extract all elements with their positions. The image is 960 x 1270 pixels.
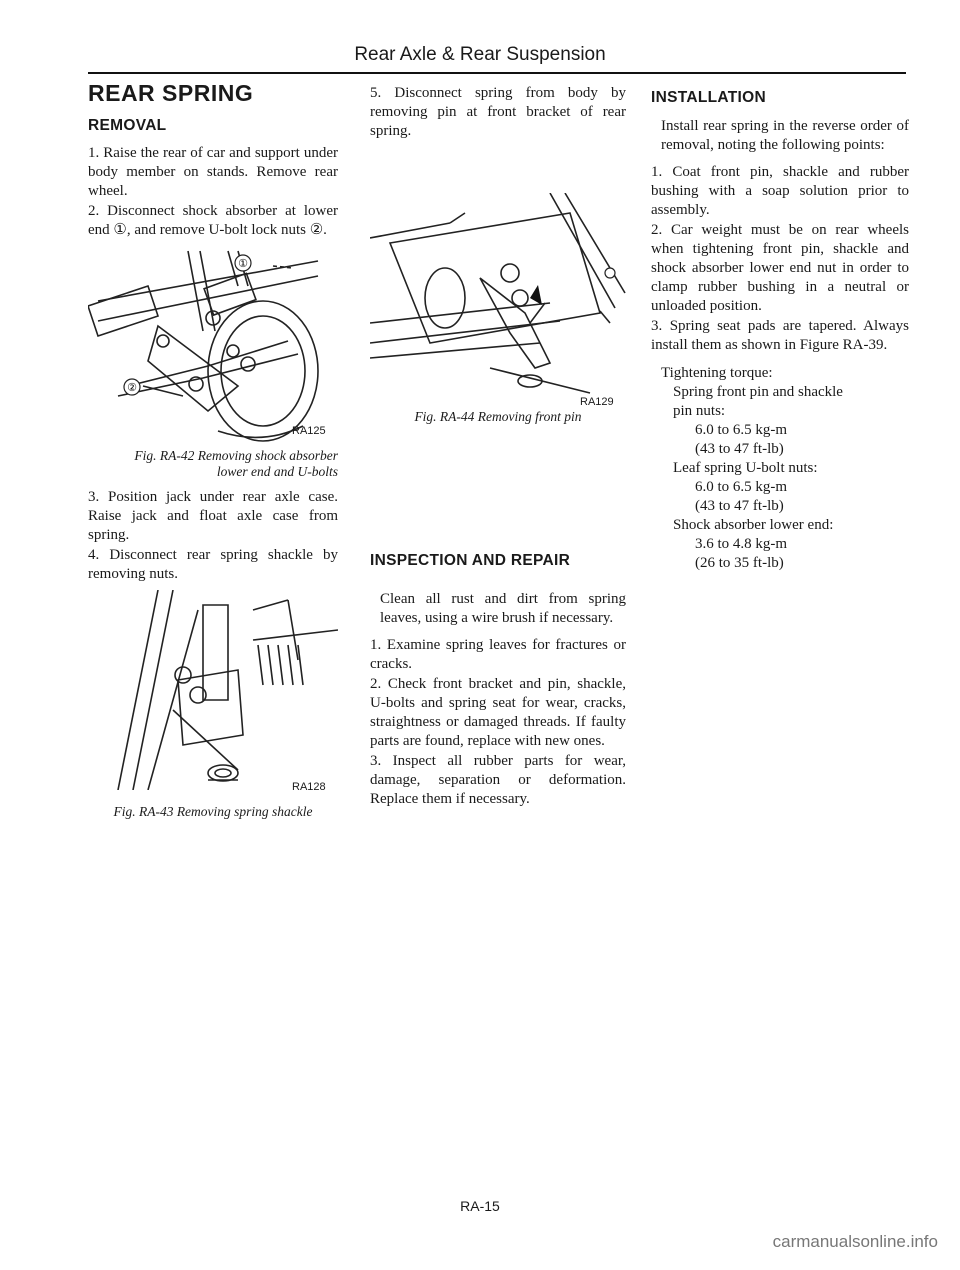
inspection-step-2: 2. Check front bracket and pin, shackle, U-bolts and spring seat for wear, cracks, straightness or damaged threads. If faulty parts are found, replace with new ones. [370, 676, 626, 749]
heading-installation: INSTALLATION [651, 89, 766, 106]
figure-ra-44 [370, 193, 626, 408]
inspection-step-1: 1. Examine spring leaves for fractures or cracks. [370, 637, 626, 672]
torque-2-label: Leaf spring U-bolt nuts: [673, 460, 818, 476]
removal-step-5: 5. Disconnect spring from body by removing pin at front bracket of rear spring. [370, 85, 626, 139]
subheading-removal: REMOVAL [88, 117, 167, 134]
installation-intro: Install rear spring in the reverse order of removal, noting the following points: [661, 118, 909, 153]
header-rule [88, 72, 906, 74]
torque-3-metric: 3.6 to 4.8 kg-m [695, 536, 788, 552]
installation-step-3: 3. Spring seat pads are tapered. Always install them as shown in Figure RA-39. [651, 318, 909, 353]
page-header: Rear Axle & Rear Suspension [354, 44, 606, 65]
inspection-intro: Clean all rust and dirt from spring leaves, using a wire brush if necessary. [380, 591, 626, 626]
figure-ra-43 [88, 590, 338, 793]
removal-step-3: 3. Position jack under rear axle case. Raise jack and float axle case from spring. [88, 489, 338, 543]
torque-1-label: Spring front pin and shackle pin nuts: [673, 384, 843, 419]
torque-2-imperial: (43 to 47 ft-lb) [695, 498, 784, 514]
shock-absorber-illustration [88, 246, 338, 446]
figure-code-ra125: RA125 [292, 425, 326, 437]
figure-code-ra128: RA128 [292, 781, 326, 793]
fig42-callout-2: ② [127, 382, 137, 394]
torque-3-imperial: (26 to 35 ft-lb) [695, 555, 784, 571]
torque-3-label: Shock absorber lower end: [673, 517, 834, 533]
torque-title: Tightening torque: [661, 365, 773, 381]
heading-inspection-repair: INSPECTION AND REPAIR [370, 552, 571, 569]
figure-code-ra129: RA129 [580, 396, 614, 408]
column-inspection [370, 84, 626, 810]
torque-1-imperial: (43 to 47 ft-lb) [695, 441, 784, 457]
installation-step-2: 2. Car weight must be on rear wheels when tightening front pin, shackle and shock absorber lower end nut in order to clamp rubber bushing in a neutral or unloaded position. [651, 222, 909, 314]
watermark: carmanualsonline.info [772, 1232, 938, 1251]
page-number: RA-15 [460, 1198, 500, 1214]
torque-1-metric: 6.0 to 6.5 kg-m [695, 422, 788, 438]
caption-fig-ra-42: Fig. RA-42 Removing shock absorber lower end and U-bolts [134, 448, 338, 479]
column-installation [651, 84, 909, 573]
inspection-step-3: 3. Inspect all rubber parts for wear, damage, separation or deformation. Replace them if necessary. [370, 753, 626, 807]
spring-shackle-illustration [88, 590, 338, 790]
figure-ra-42 [88, 246, 338, 446]
section-heading-rear-spring: REAR SPRING [88, 80, 254, 106]
front-pin-illustration [370, 193, 626, 403]
caption-fig-ra-43: Fig. RA-43 Removing spring shackle [113, 804, 313, 819]
torque-spec-block [651, 364, 909, 573]
caption-fig-ra-44: Fig. RA-44 Removing front pin [414, 409, 582, 424]
removal-step-4: 4. Disconnect rear spring shackle by removing nuts. [88, 547, 338, 582]
installation-step-1: 1. Coat front pin, shackle and rubber bushing with a soap solution prior to assembly. [651, 164, 909, 218]
removal-step-1: 1. Raise the rear of car and support under body member on stands. Remove rear wheel. [88, 145, 338, 199]
fig42-callout-1: ① [238, 258, 248, 270]
column-removal [88, 80, 338, 820]
torque-2-metric: 6.0 to 6.5 kg-m [695, 479, 788, 495]
removal-step-2: 2. Disconnect shock absorber at lower end ①, and remove U-bolt lock nuts ②. [88, 203, 338, 238]
